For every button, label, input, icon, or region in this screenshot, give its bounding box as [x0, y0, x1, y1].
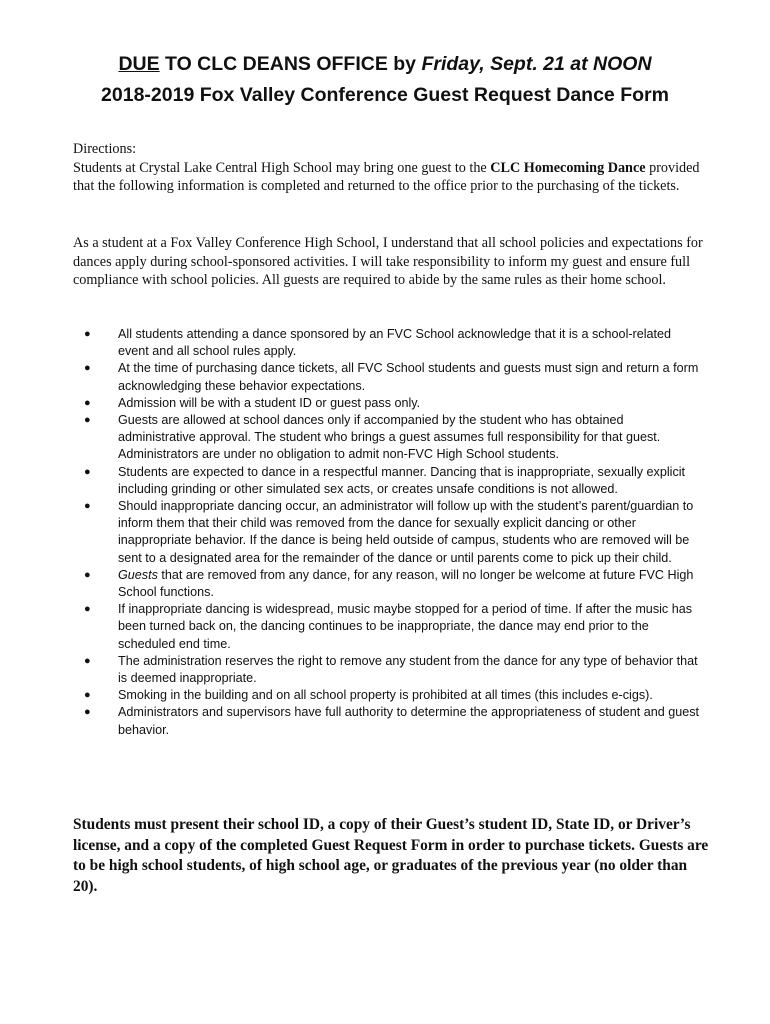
rule-text: At the time of purchasing dance tickets, all FVC School students and guests must sign and return a form acknowledging these behavior expectations. [118, 361, 699, 393]
directions-heading: Directions: [73, 141, 137, 157]
rule-item [73, 326, 703, 360]
form-title: 2018-2019 Fox Valley Conference Guest Request Dance Form [101, 84, 669, 106]
rule-text: If inappropriate dancing is widespread, music maybe stopped for a period of time. If after the music has been turned back on, the dancing continues to be inappropriate, the dance may end prior to the scheduled end time. [118, 602, 693, 651]
rule-text: The administration reserves the right to remove any student from the dance for any type of behavior that is deemed inappropriate. [118, 653, 698, 686]
homecoming-dance-name: CLC Homecoming Dance [490, 159, 646, 176]
bullet-icon: ● [84, 362, 91, 375]
bullet-icon: ● [84, 603, 91, 616]
directions-text-end: provided that the following information is completed and returned to the office prior to the purchasing of the tickets. [73, 159, 700, 194]
id-requirements-note: Students must present their school ID, a copy of their Guest’s student ID, State ID, or Driver’s license, and a copy of the completed Guest Request Form in order to purchase tickets. Guests are to be high school students, of high school age, or graduates of the previous year (no older than 20). [73, 816, 709, 895]
bullet-icon: ● [84, 706, 91, 719]
rule-text: Students are expected to dance in a respectful manner. Dancing that is inappropriate, sexually explicit including grinding or other simulated sex acts, or creates unsafe conditions is not allowed. [118, 464, 686, 496]
bullet-icon: ● [84, 414, 91, 427]
rule-text: Smoking in the building and on all school property is prohibited at all times (this includes e-cigs). [118, 688, 653, 703]
bullet-icon: ● [84, 689, 91, 702]
directions-text [73, 159, 713, 196]
guests-word: Guests [118, 567, 158, 582]
agreement-paragraph: As a student at a Fox Valley Conference High School, I understand that all school policies and expectations for dances apply during school-sponsored activities. I will take responsibility to inform my guest and ensure full compliance with school policies. All guests are required to abide by the same rules as their home school. [73, 235, 703, 288]
rule-text: Should inappropriate dancing occur, an administrator will follow up with the student’s parent/guardian to inform them that their child was removed from the dance for sexually explicit dancing or other inappropriate behavior. If the dance is being held outside of campus, students who are removed will be sent to a designated area for the remainder of the dance or until parents come to pick up their child. [118, 499, 694, 565]
bullet-icon: ● [84, 568, 91, 581]
rule-item-guests [73, 567, 703, 601]
rule-text: Guests are allowed at school dances only if accompanied by the student who has obtained administrative approval. The student who brings a guest assumes full responsibility for that guest. Administrators are under no obligation to admit non-FVC High School students. [118, 413, 661, 462]
rule-item [73, 498, 703, 567]
rule-text: All students attending a dance sponsored by an FVC School acknowledge that it is a school-related event and all school rules apply. [118, 327, 672, 359]
bullet-icon: ● [84, 654, 91, 667]
directions-section [73, 140, 713, 196]
bullet-icon: ● [84, 396, 91, 409]
rule-text: Administrators and supervisors have full authority to determine the appropriateness of student and guest behavior. [118, 705, 700, 737]
rule-item [73, 412, 703, 464]
due-office-text: TO CLC DEANS OFFICE by [159, 53, 422, 75]
bullet-icon: ● [84, 500, 91, 513]
directions-text-start: Students at Crystal Lake Central High School may bring one guest to the [73, 159, 491, 176]
bullet-icon: ● [84, 328, 91, 340]
rules-list [73, 326, 703, 739]
due-date: Friday, Sept. 21 at NOON [421, 53, 652, 75]
rule-item [73, 360, 703, 394]
rule-item [73, 704, 703, 738]
rule-text: Admission will be with a student ID or guest pass only. [118, 395, 421, 410]
rule-text: that are removed from any dance, for any reason, will no longer be welcome at future FVC High School functions. [118, 567, 694, 600]
rule-item [73, 464, 703, 498]
due-notice-heading [0, 53, 770, 76]
rule-item [73, 653, 703, 687]
bullet-icon: ● [84, 465, 91, 478]
due-word: DUE [118, 53, 160, 75]
rule-item [73, 687, 703, 704]
rule-item [73, 395, 703, 412]
rule-item [73, 601, 703, 653]
